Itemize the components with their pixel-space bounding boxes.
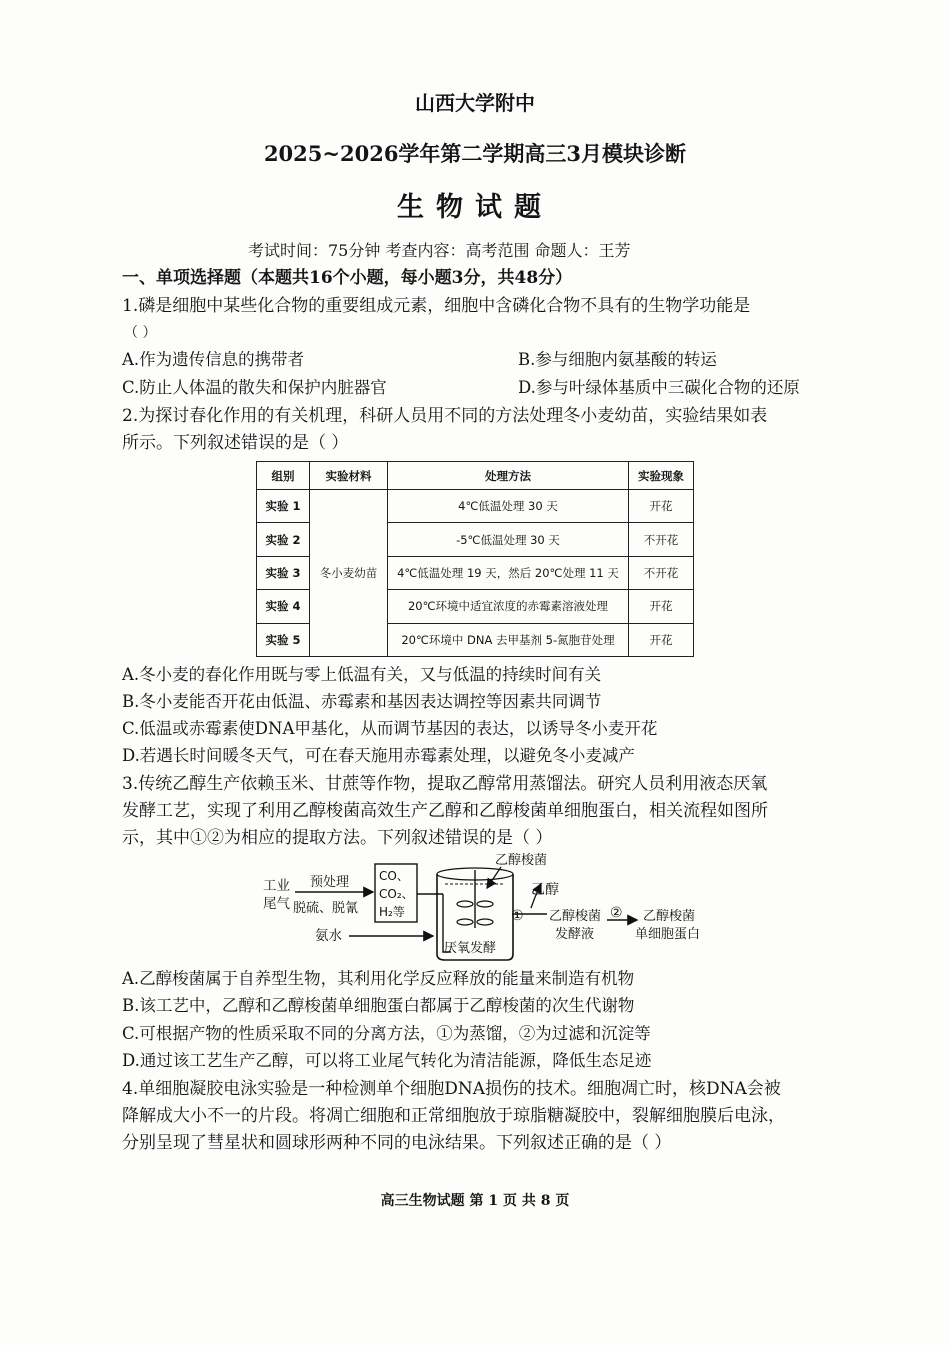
q1-option-b: B.参与细胞内氨基酸的转运	[518, 350, 717, 369]
label-ethanol: 乙醇	[531, 882, 559, 898]
school-name: 山西大学附中	[415, 91, 535, 115]
table-header-group: 组别	[257, 462, 310, 490]
row-material: 冬小麦幼苗	[310, 490, 388, 657]
label-bacterium: 乙醇梭菌	[495, 853, 548, 868]
exam-info: 考试时间：75分钟 考查内容：高考范围 命题人：王芳	[248, 241, 631, 260]
q3-stem-line2: 发酵工艺，实现了利用乙醇梭菌高效生产乙醇和乙醇梭菌单细胞蛋白，相关流程如图所	[122, 801, 768, 821]
page-footer: 高三生物试题 第 1 页 共 8 页	[380, 1193, 570, 1209]
exam-title: 2025~2026学年第二学期高三3月模块诊断	[263, 141, 687, 166]
row-method: 4℃低温处理 19 天，然后 20℃处理 11 天	[388, 556, 629, 589]
row-group: 实验 2	[257, 523, 310, 556]
gas-co: CO、	[379, 869, 409, 883]
row-method: 20℃环境中 DNA 去甲基剂 5-氮胞苷处理	[388, 623, 629, 656]
table-header-result: 实验现象	[629, 462, 694, 490]
q4-stem-line3: 分别呈现了彗星状和圆球形两种不同的电泳结果。下列叙述正确的是（ ）	[122, 1133, 672, 1153]
label-broth2: 发酵液	[555, 927, 595, 942]
q1-option-d: D.参与叶绿体基质中三碳化合物的还原	[518, 378, 800, 397]
label-step1: ①	[511, 908, 524, 924]
arrow-bacterium	[487, 867, 501, 888]
q1-option-c: C.防止人体温的散失和保护内脏器官	[122, 378, 387, 397]
ethanol-process-diagram	[255, 852, 725, 964]
label-product2: 单细胞蛋白	[635, 927, 701, 942]
q2-option-a: A.冬小麦的春化作用既与零上低温有关，又与低温的持续时间有关	[122, 665, 602, 684]
q3-stem-line1: 3.传统乙醇生产依赖玉米、甘蔗等作物，提取乙醇常用蒸馏法。研究人员利用液态厌氧	[122, 774, 768, 794]
label-step2: ②	[610, 905, 623, 921]
label-fermenter: 厌氧发酵	[444, 941, 497, 956]
label-ammonia: 氨水	[315, 928, 342, 944]
stirrer-blade	[477, 919, 493, 925]
gas-co2: CO₂、	[379, 887, 414, 901]
label-exhaust: 尾气	[263, 896, 290, 912]
section-heading: 一、单项选择题（本题共16个小题，每小题3分，共48分）	[122, 268, 573, 288]
table-header-method: 处理方法	[388, 462, 629, 490]
row-result: 不开花	[629, 556, 694, 589]
row-result: 不开花	[629, 523, 694, 556]
row-result: 开花	[629, 590, 694, 623]
experiment-table	[256, 461, 694, 657]
q2-stem-line1: 2.为探讨春化作用的有关机理，科研人员用不同的方法处理冬小麦幼苗，实验结果如表	[122, 406, 768, 426]
q4-stem-line2: 降解成大小不一的片段。将凋亡细胞和正常细胞放于琼脂糖凝胶中，裂解细胞膜后电泳，	[122, 1106, 785, 1126]
stirrer-blade	[477, 901, 493, 907]
q1-stem: 1.磷是细胞中某些化合物的重要组成元素，细胞中含磷化合物不具有的生物学功能是	[122, 296, 751, 316]
q3-stem-line3: 示，其中①②为相应的提取方法。下列叙述错误的是（ ）	[122, 828, 553, 848]
label-desulfurization: 脱硫、脱氰	[293, 901, 359, 916]
label-product1: 乙醇梭菌	[643, 909, 696, 924]
row-method: -5℃低温处理 30 天	[388, 523, 629, 556]
q3-option-d: D.通过该工艺生产乙醇，可以将工业尾气转化为清洁能源，降低生态足迹	[122, 1051, 652, 1070]
row-group: 实验 3	[257, 556, 310, 589]
stirrer-blade	[457, 919, 473, 925]
row-result: 开花	[629, 623, 694, 656]
row-group: 实验 5	[257, 623, 310, 656]
row-method: 4℃低温处理 30 天	[388, 490, 629, 523]
q2-stem-line2: 所示。下列叙述错误的是（ ）	[122, 433, 349, 453]
q2-option-b: B.冬小麦能否开花由低温、赤霉素和基因表达调控等因素共同调节	[122, 692, 602, 711]
label-broth1: 乙醇梭菌	[549, 909, 602, 924]
q1-blank: （ ）	[124, 325, 157, 341]
table-row	[257, 490, 694, 523]
subject-title: 生物试题	[397, 192, 553, 223]
table-header-material: 实验材料	[310, 462, 388, 490]
q2-option-c: C.低温或赤霉素使DNA甲基化，从而调节基因的表达，以诱导冬小麦开花	[122, 719, 658, 738]
q3-option-c: C.可根据产物的性质采取不同的分离方法，①为蒸馏，②为过滤和沉淀等	[122, 1024, 651, 1043]
q3-option-b: B.该工艺中，乙醇和乙醇梭菌单细胞蛋白都属于乙醇梭菌的次生代谢物	[122, 996, 635, 1015]
stirrer-blade	[457, 901, 473, 907]
gas-h2: H₂等	[379, 905, 405, 919]
q2-option-d: D.若遇长时间暖冬天气，可在春天施用赤霉素处理，以避免冬小麦减产	[122, 746, 635, 765]
q4-stem-line1: 4.单细胞凝胶电泳实验是一种检测单个细胞DNA损伤的技术。细胞凋亡时，核DNA会被	[122, 1079, 781, 1099]
row-method: 20℃环境中适宜浓度的赤霉素溶液处理	[388, 590, 629, 623]
label-industrial: 工业	[263, 878, 290, 894]
row-group: 实验 4	[257, 590, 310, 623]
row-group: 实验 1	[257, 490, 310, 523]
row-result: 开花	[629, 490, 694, 523]
label-pretreatment: 预处理	[310, 875, 350, 890]
q1-option-a: A.作为遗传信息的携带者	[122, 350, 305, 369]
q3-option-a: A.乙醇梭菌属于自养型生物，其利用化学反应释放的能量来制造有机物	[122, 969, 635, 988]
